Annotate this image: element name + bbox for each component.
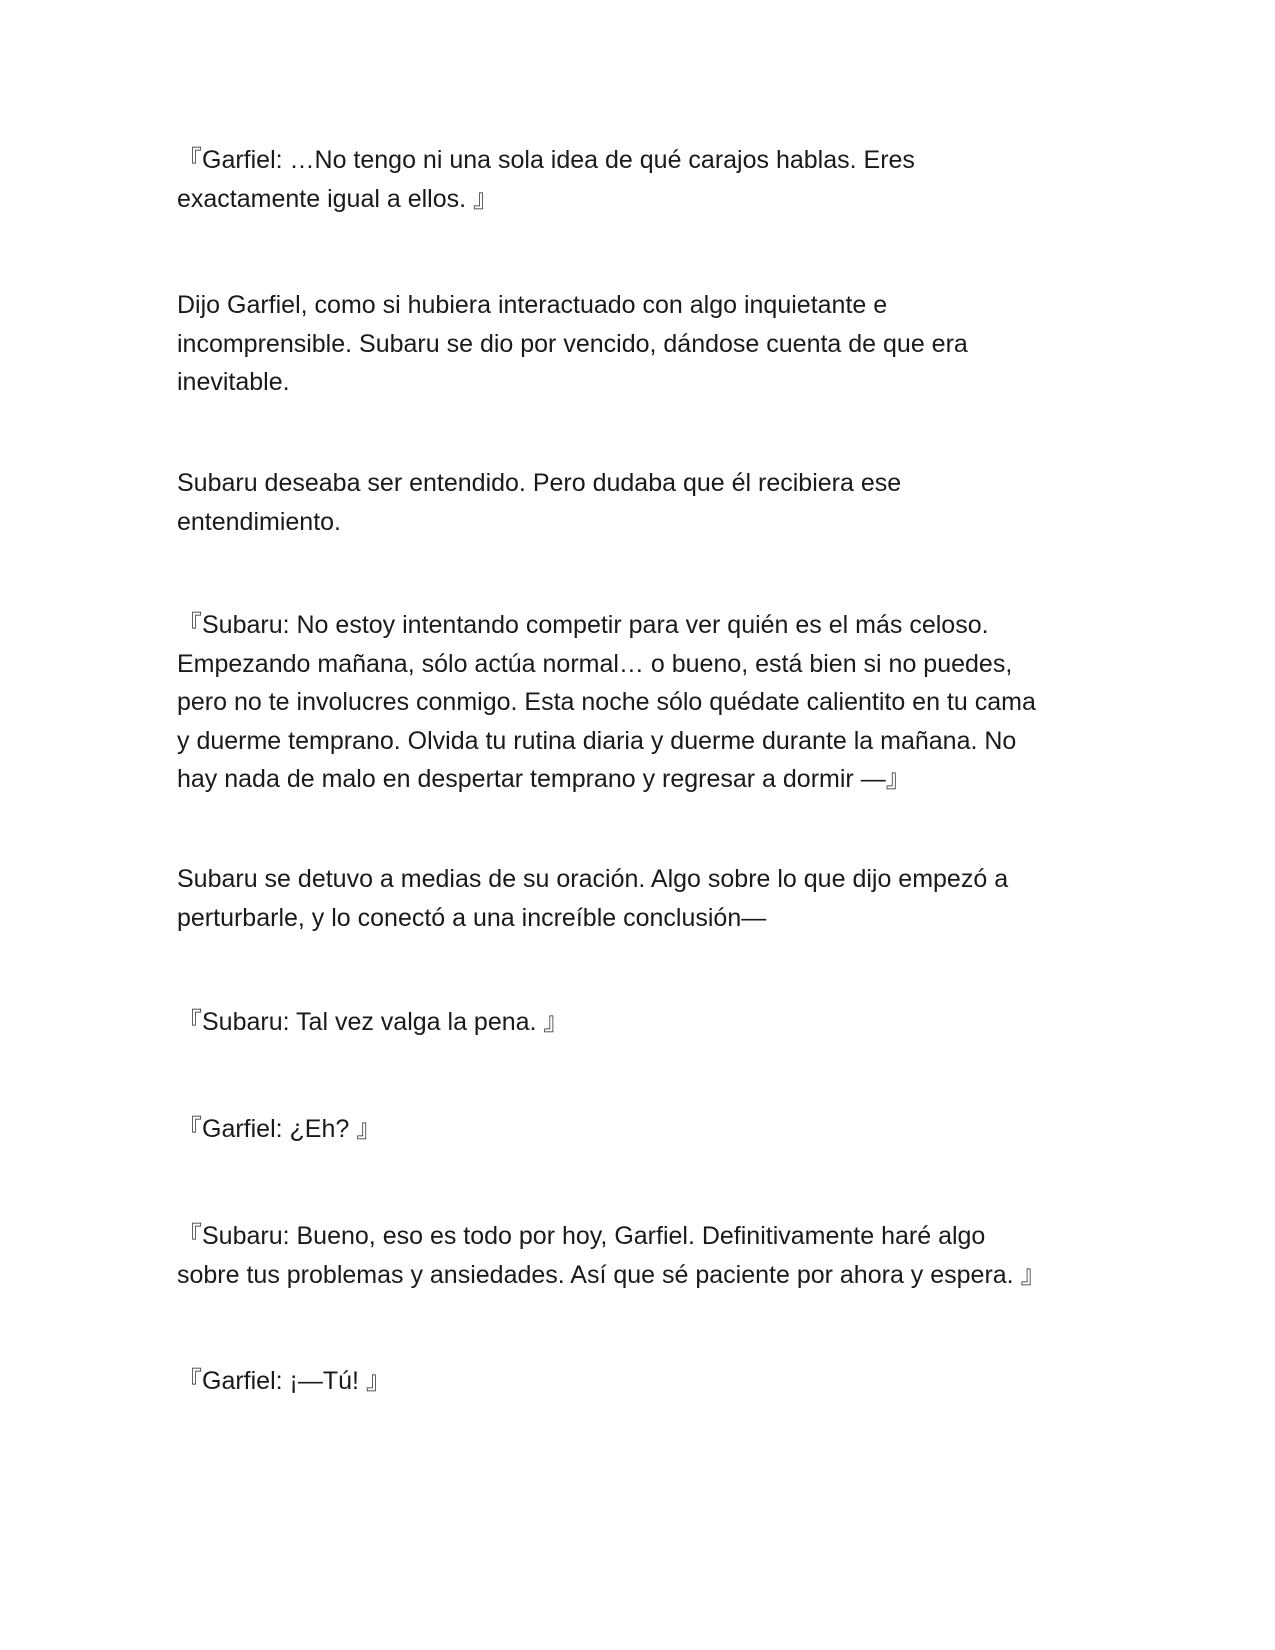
- text-line: perturbarle, y lo conectó a una increíble conclusión—: [177, 903, 767, 932]
- text-line: hay nada de malo en despertar temprano y regresar a dormir —』: [177, 765, 911, 793]
- text-line: 『Garfiel: ¿Eh? 』: [177, 1115, 382, 1143]
- paragraph-subaru-bueno: [177, 1217, 1117, 1294]
- text-line: entendimiento.: [177, 507, 342, 536]
- text-line: Dijo Garfiel, como si hubiera interactuado con algo inquietante e: [177, 291, 888, 319]
- paragraph-subaru-no-estoy: [177, 606, 1117, 799]
- text-line: 『Subaru: Tal vez valga la pena. 』: [177, 1008, 569, 1036]
- text-line: exactamente igual a ellos. 』: [177, 184, 499, 213]
- text-line: 『Subaru: Bueno, eso es todo por hoy, Garfiel. Definitivamente haré algo: [177, 1222, 986, 1250]
- paragraph-garfiel-no-idea: [177, 141, 1117, 218]
- paragraph-subaru-tal-vez: [177, 1003, 1117, 1042]
- paragraph-garfiel-eh: [177, 1110, 1117, 1149]
- paragraph-garfiel-tu: [177, 1362, 1117, 1401]
- text-line: Subaru deseaba ser entendido. Pero dudaba que él recibiera ese: [177, 469, 902, 497]
- text-line: pero no te involucres conmigo. Esta noche sólo quédate calientito en tu cama: [177, 688, 1036, 716]
- text-line: inevitable.: [177, 368, 290, 396]
- paragraph-subaru-se-detuvo: [177, 860, 1117, 937]
- paragraph-subaru-deseaba: [177, 464, 1117, 541]
- text-line: 『Subaru: No estoy intentando competir para ver quién es el más celoso.: [177, 611, 989, 639]
- text-line: y duerme temprano. Olvida tu rutina diaria y duerme durante la mañana. No: [177, 726, 1017, 755]
- text-line: Subaru se detuvo a medias de su oración. Algo sobre lo que dijo empezó a: [177, 865, 1009, 893]
- text-line: sobre tus problemas y ansiedades. Así que sé paciente por ahora y espera. 』: [177, 1260, 1046, 1289]
- text-line: 『Garfiel: …No tengo ni una sola idea de qué carajos hablas. Eres: [177, 146, 915, 174]
- text-line: 『Garfiel: ¡—Tú! 』: [177, 1367, 391, 1395]
- text-line: incomprensible. Subaru se dio por vencido, dándose cuenta de que era: [177, 329, 968, 358]
- paragraph-dijo-garfiel: [177, 286, 1117, 402]
- text-line: Empezando mañana, sólo actúa normal… o bueno, está bien si no puedes,: [177, 649, 1013, 678]
